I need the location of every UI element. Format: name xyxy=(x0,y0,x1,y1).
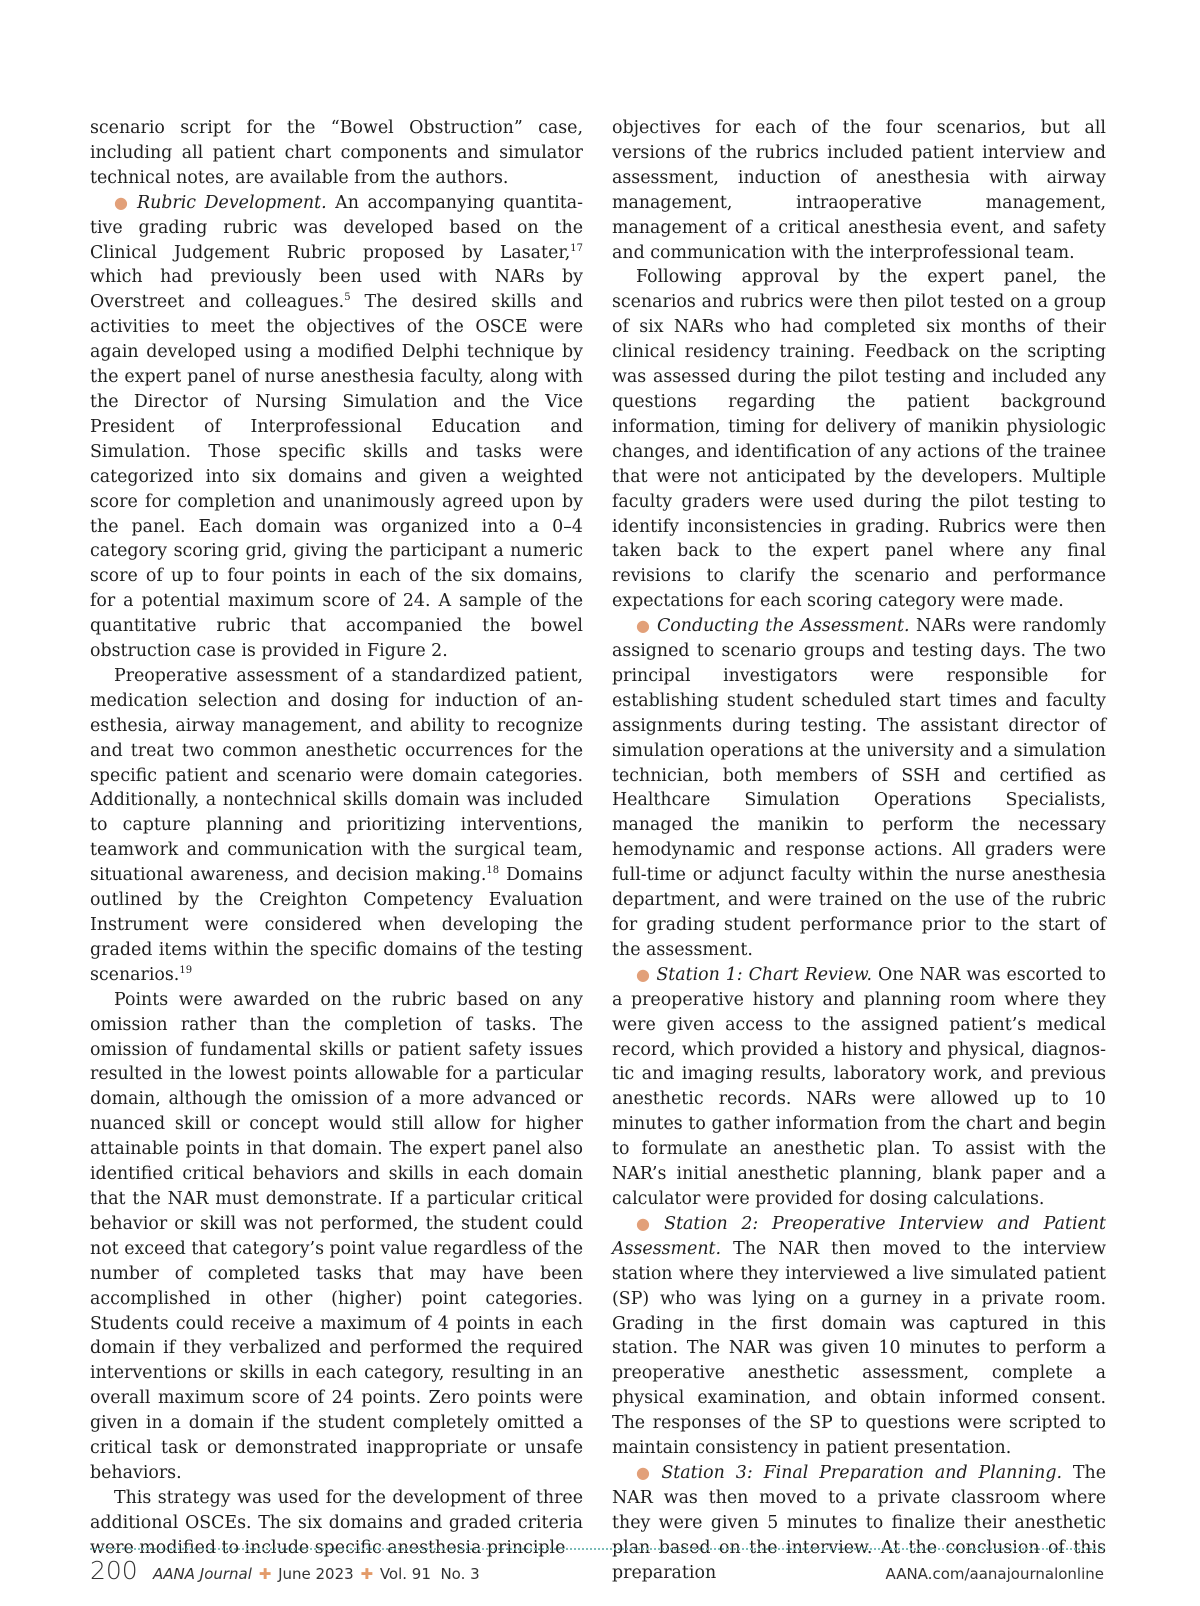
right-column xyxy=(612,116,1106,1585)
paragraph-text: The desired skills and activities to meet the objectives of the OSCE were again developed using a modified Delphi technique by the expert panel of nurse anesthesia faculty, along with the Director of Nursing Simulation and the Vice President of Interprofessional Education and Simulation. Those specific skills and tasks were categorized into six domains and given a weighted score for completion and unanimously agreed upon by the panel. Each domain was organized into a 0–4 category scoring grid, giving the participant a numeric score of up to four points in each of the six domains, for a potential maximum score of 24. A sample of the quantitative rubric that accompanied the bowel obstruction case is provided in Figure 2. xyxy=(90,292,583,662)
bullet-icon: ● xyxy=(636,964,651,984)
paragraph-text: An accompanying quantitative grading rubric was developed based on the Clinical Judgement Rubric proposed by Lasater, xyxy=(90,192,583,263)
paragraph-rubric-development xyxy=(90,191,583,664)
paragraph-station-1 xyxy=(612,963,1106,1212)
issue-date: June 2023 xyxy=(278,1565,354,1583)
paragraph: objectives for each of the four scenarios, but all versions of the rubrics included patient interview and assessment, induction of anesthesia with airway management, intraoperative management, management of a critical anesthesia event, and safety and communication with the interprofessional team. xyxy=(612,118,1106,263)
journal-citation xyxy=(153,1564,480,1584)
paragraph: Following approval by the expert panel, the scenarios and rubrics were then pilot tested on a group of six NARs who had completed six months of their clinical residency training. Feedback on the scripting was assessed during the pilot testing and included any questions regarding the patient background information, timing for delivery of manikin physiologic changes, and identification of any actions of the trainee that were not anticipated by the developers. Multiple faculty graders were used during the pilot testing to identify inconsistencies in grading. Rubrics were then taken back to the expert panel where any final revisions to clarify the scenario and performance expectations for each scoring category were made. xyxy=(612,267,1106,612)
reference-superscript: 19 xyxy=(179,964,193,976)
paragraph-text: Preoperative assessment of a standardized patient, medication selection and dosing for induction of anesthesia, airway management, and ability to recognize and treat two common anesthetic occurrences for the specific patient and scenario were domain categories. Additionally, a nontechnical skills domain was included to capture planning and prioritizing interventions, teamwork and communication with the surgical team, situational awareness, and decision making. xyxy=(90,665,583,886)
journal-website-link[interactable]: AANA.com/aanajournalonline xyxy=(885,1565,1104,1583)
paragraph-conducting-assessment xyxy=(612,614,1106,963)
paragraph: scenario script for the “Bowel Obstruction” case, including all patient chart components and simulator technical notes, are available from the authors. xyxy=(90,118,583,188)
left-column xyxy=(90,116,583,1561)
issue-number: No. 3 xyxy=(440,1565,480,1583)
paragraph-text: One NAR was escorted to a preoperative history and planning room where they were given access to the assigned patient’s medical record, which provided a history and physical, diagnostic and imaging results, laboratory work, and previous anesthetic records. NARs were allowed up to 10 minutes to gather information from the chart and begin to formulate an anesthetic plan. To assist with the NAR’s initial anesthetic planning, blank paper and a calculator were provided for dosing calculations. xyxy=(612,964,1106,1209)
reference-superscript: 17 xyxy=(570,242,583,254)
volume: Vol. 91 xyxy=(379,1565,431,1583)
journal-name: AANA Journal xyxy=(153,1565,252,1583)
paragraph-text: The NAR then moved to the interview station where they interviewed a live simulated patient (SP) who was lying on a gurney in a private room. Grading in the first domain was captured in this station. The NAR was given 10 minutes to perform a preoperative anesthetic assessment, complete a physical examination, and obtain informed consent. The responses of the SP to questions were scripted to maintain consistency in patient presentation. xyxy=(612,1238,1106,1459)
reference-superscript: 5 xyxy=(344,292,351,304)
paragraph xyxy=(90,664,583,988)
bullet-icon: ● xyxy=(636,1213,659,1233)
section-heading: Station 1: Chart Review. xyxy=(656,964,873,985)
section-heading: Station 2: Preoperative Interview and Patient Assessment. xyxy=(612,1213,1106,1259)
section-heading: Station 3: Final Preparation and Planning. xyxy=(661,1462,1062,1483)
paragraph-text: which had previously been used with NARs by Overstreet and colleagues. xyxy=(90,267,583,313)
paragraph: This strategy was used for the development of three additional OSCEs. The six domains and graded criteria were modified to include specific anesthesia principle xyxy=(90,1487,583,1558)
plus-icon: ✚ xyxy=(258,1565,272,1583)
paragraph-text: NARs were randomly assigned to scenario groups and testing days. The two principal investigators were responsible for establishing student scheduled start times and faculty assignments during testing. The assistant director of simulation operations at the university and a simulation technician, both members of SSH and certified as Healthcare Simulation Operations Specialists, managed the manikin to perform the necessary hemodynamic and response actions. All graders were full-time or adjunct faculty within the nurse anesthesia department, and were trained on the use of the rubric for grading student performance prior to the start of the assessment. xyxy=(612,616,1106,960)
bullet-icon: ● xyxy=(114,192,131,212)
bullet-icon: ● xyxy=(636,616,651,636)
page-number: 200 xyxy=(90,1556,138,1585)
paragraph-station-2 xyxy=(612,1212,1106,1461)
page-footer xyxy=(90,1556,1104,1588)
plus-icon: ✚ xyxy=(360,1565,374,1583)
paragraph: Points were awarded on the rubric based on any omission rather than the completion of tasks. The omission of fundamental skills or patient safety issues resulted in the lowest points allowable for a particular domain, although the omission of a more advanced or nuanced skill or concept would still allow for higher attainable points in that domain. The expert panel also identified critical behaviors and skills in each domain that the NAR must demonstrate. If a particular critical behavior or skill was not performed, the student could not exceed that category’s point value regardless of the number of completed tasks that may have been accomplished in other (higher) point categories. Students could receive a maximum of 4 points in each domain if they verbalized and performed the required interventions or skills in each category, resulting in an overall maximum score of 24 points. Zero points were given in a domain if the student completely omitted a critical task or demonstrated inappropriate or unsafe behaviors. xyxy=(90,989,583,1483)
footer-divider xyxy=(90,1548,1104,1550)
reference-superscript: 18 xyxy=(486,865,500,877)
paragraph-text: The NAR was then moved to a private classroom where they were given 5 minutes to finalize their anesthetic plan based on the interview. At the conclusion of this preparation xyxy=(612,1462,1106,1583)
section-heading: Rubric Development. xyxy=(137,192,327,213)
bullet-icon: ● xyxy=(636,1462,656,1482)
paragraph-text: Domains outlined by the Creighton Competency Evaluation Instrument were considered when developing the graded items within the specific domains of the testing scenarios. xyxy=(90,865,583,985)
section-heading: Conducting the Assessment. xyxy=(656,616,910,637)
